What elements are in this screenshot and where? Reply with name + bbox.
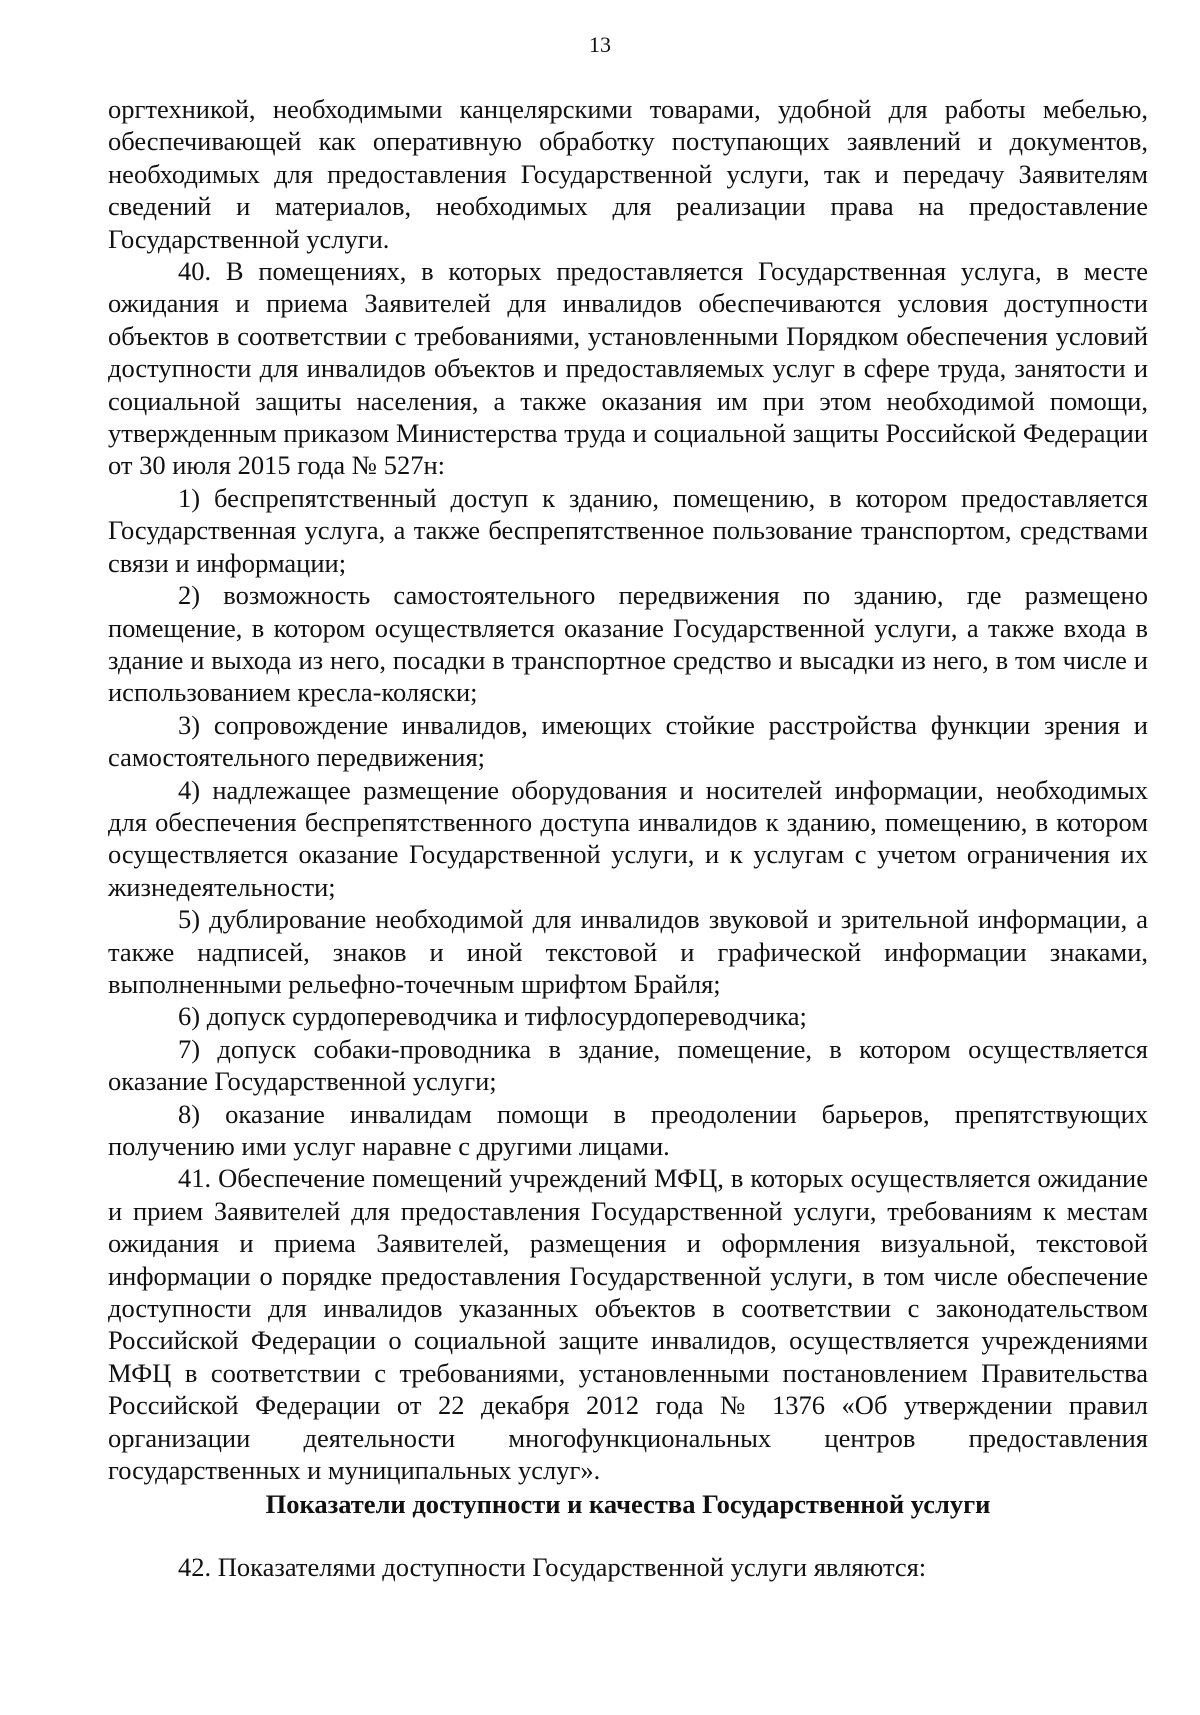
paragraph-40: 40. В помещениях, в которых предоставляется Государственная услуга, в месте ожидания и приема Заявителей для инвалидов обеспечиваются условия доступности объектов в соответствии с требованиями, установленными Порядком обеспечения условий доступности для инвалидов объектов и предоставляемых услуг в сфере труда, занятости и социальной защиты населения, а также оказания им при этом необходимой помощи, утвержденным приказом Министерства труда и социальной защиты Российской Федерации от 30 июля 2015 года № 527н: [108, 256, 1148, 481]
list-item-6: 6) допуск сурдопереводчика и тифлосурдопереводчика; [178, 1001, 807, 1032]
list-item-1: 1) беспрепятственный доступ к зданию, помещению, в котором предоставляется Государственная услуга, а также беспрепятственное пользование транспортом, средствами связи и информации; [108, 482, 1148, 578]
list-item-4: 4) надлежащее размещение оборудования и носителей информации, необходимых для обеспечения беспрепятственного доступа инвалидов к зданию, помещению, в котором осуществляется оказание Государственной услуги, и к услугам с учетом ограничения их жизнедеятельности; [108, 774, 1148, 902]
section-heading: Показатели доступности и качества Государственной услуги [265, 1489, 991, 1520]
paragraph-42: 42. Показателями доступности Государственной услуги являются: [178, 1551, 927, 1582]
page-number: 13 [589, 32, 611, 57]
list-item-3: 3) сопровождение инвалидов, имеющих стойкие расстройства функции зрения и самостоятельного передвижения; [108, 709, 1148, 773]
list-item-2: 2) возможность самостоятельного передвижения по зданию, где размещено помещение, в котором осуществляется оказание Государственной услуги, а также входа в здание и выхода из него, посадки в транспортное средство и высадки из него, в том числе и использованием кресла-коляски; [108, 580, 1148, 708]
paragraph-41: 41. Обеспечение помещений учреждений МФЦ, в которых осуществляется ожидание и прием Заявителей для предоставления Государственной услуги, требованиям к местам ожидания и приема Заявителей, размещения и оформления визуальной, текстовой информации о порядке предоставления Государственной услуги, в том числе обеспечение доступности для инвалидов указанных объектов в соответствии с законодательством Российской Федерации о социальной защите инвалидов, осуществляется учреждениями МФЦ в соответствии с требованиями, установленными постановлением Правительства Российской Федерации от 22 декабря 2012 года № 1376 «Об утверждении правил организации деятельности многофункциональных центров предоставления государственных и муниципальных услуг». [108, 1163, 1148, 1486]
list-item-8: 8) оказание инвалидам помощи в преодолении барьеров, препятствующих получению ими услуг наравне с другими лицами. [108, 1098, 1148, 1161]
list-item-5: 5) дублирование необходимой для инвалидов звуковой и зрительной информации, а также надписей, знаков и иной текстовой и графической информации знаками, выполненными рельефно-точечным шрифтом Брайля; [108, 904, 1148, 999]
document-body [108, 93, 1148, 1583]
paragraph-continuation: оргтехникой, необходимыми канцелярскими товарами, удобной для работы мебелью, обеспечивающей как оперативную обработку поступающих заявлений и документов, необходимых для предоставления Государственной услуги, так и передачу Заявителям сведений и материалов, необходимых для реализации права на предоставление Государственной услуги. [108, 94, 1148, 254]
list-item-7: 7) допуск собаки-проводника в здание, помещение, в котором осуществляется оказание Государственной услуги; [108, 1033, 1148, 1097]
